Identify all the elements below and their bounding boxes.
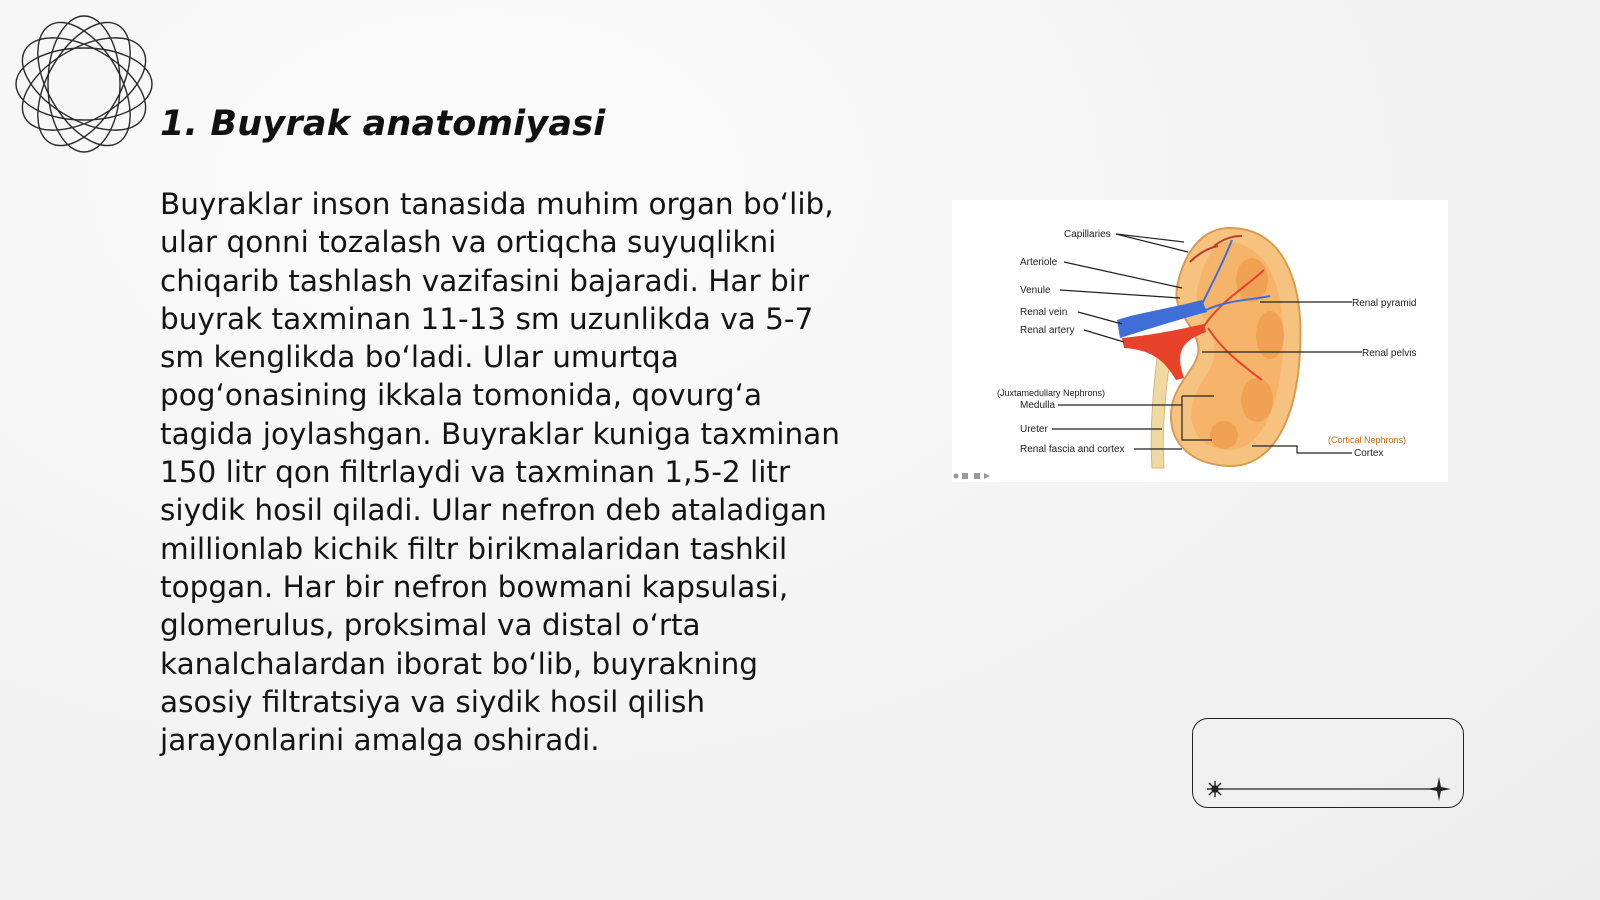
decorative-line-box [1192, 718, 1464, 808]
kidney-diagram-svg [952, 200, 1448, 482]
body-paragraph: Buyraklar inson tanasida muhim organ bo‘lib, ular qonni tozalash va ortiqcha suyuqlikni chiqarib tashlash vazifasini bajaradi. Har bir buyrak taxminan 11-13 sm uzunlikda va 5-7 sm kenglikda bo‘ladi. Ular umurtqa pog‘onasining ikkala tomonida, qovurg‘a tagida joylashgan. Buyraklar kuniga taxminan 150 litr qon filtrlaydi va taxminan 1,5-2 litr siydik hosil qiladi. Ular nefron deb ataladigan millionlab kichik filtr birikmalaridan tashkil topgan. Har bir nefron bowmani kapsulasi, glomerulus, proksimal va distal o‘rta kanalchalardan iborat bo‘lib, buyrakning asosiy filtratsiya va siydik hosil qilish jarayonlarini amalga oshiradi. [160, 187, 840, 758]
label-ureter: Ureter [1020, 424, 1048, 435]
rosette-icon [10, 10, 158, 158]
slide-title: 1. Buyrak anatomiyasi [160, 104, 606, 144]
label-renal-artery: Renal artery [1020, 325, 1075, 336]
label-renal-fascia: Renal fascia and cortex [1020, 444, 1125, 455]
label-cortex: Cortex [1354, 448, 1384, 459]
label-medulla: Medulla [1020, 400, 1056, 411]
ureter-shape [1151, 358, 1170, 468]
label-capillaries: Capillaries [1064, 229, 1111, 240]
figure-toolbar [954, 473, 991, 479]
label-arteriole: Arteriole [1020, 257, 1058, 268]
star-icon [1427, 777, 1451, 801]
label-renal-pelvis: Renal pelvis [1362, 348, 1417, 359]
sparkle-icon [1207, 781, 1223, 797]
label-venule: Venule [1020, 285, 1051, 296]
label-renal-vein: Renal vein [1020, 307, 1068, 318]
kidney-diagram [952, 200, 1448, 482]
label-renal-pyramid: Renal pyramid [1352, 298, 1417, 309]
label-juxtamedullary: (Juxtamedullary Nephrons) [997, 388, 1106, 398]
label-cortical: (Cortical Nephrons) [1328, 435, 1407, 445]
